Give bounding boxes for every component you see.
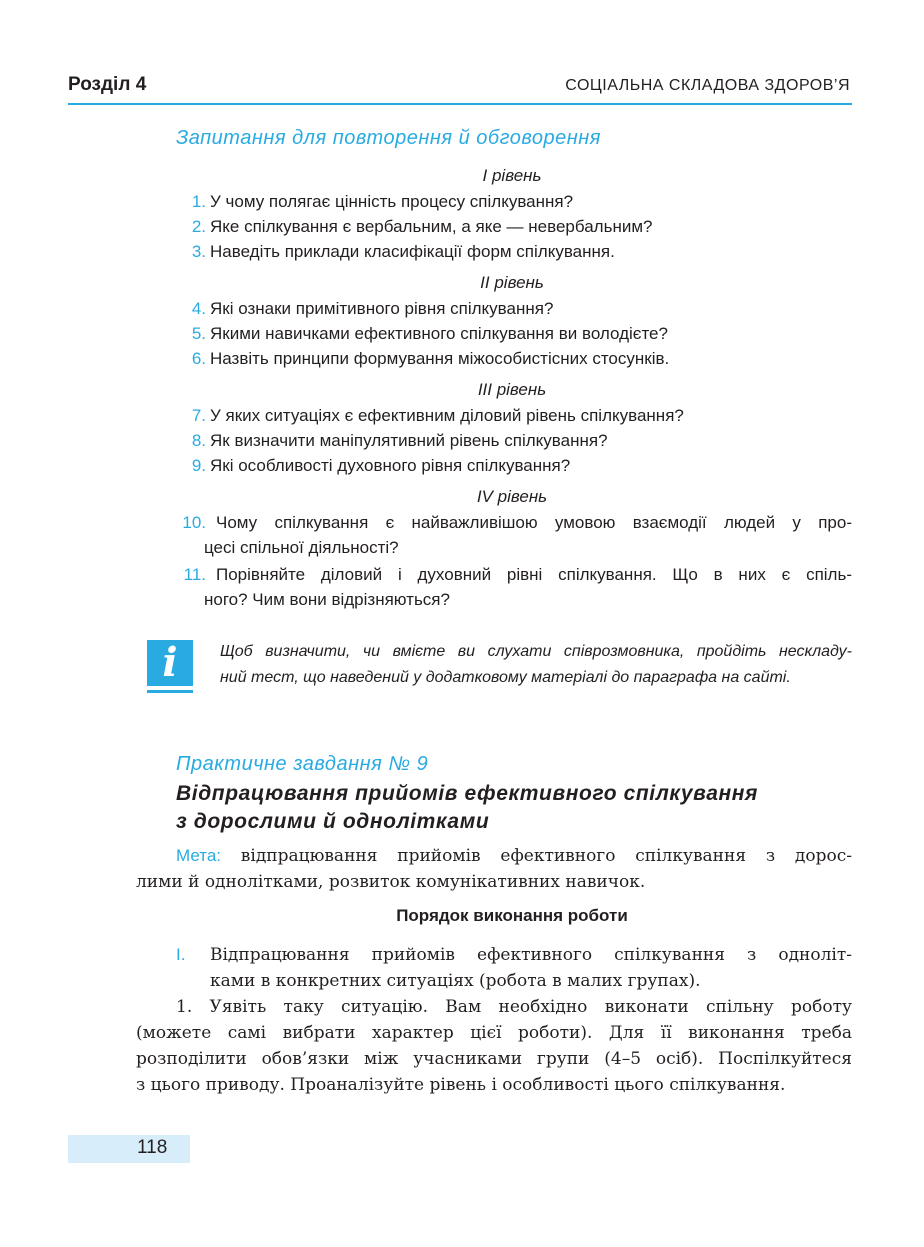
question-text: Як визначити маніпулятивний рівень спілкування?	[210, 431, 608, 450]
item-line: з цього приводу. Проаналізуйте рівень і особливості цього спілкування.	[136, 1075, 786, 1095]
page-number-box	[68, 1135, 190, 1163]
procedure-item	[136, 994, 852, 1098]
level-heading: ІІІ рівень	[477, 380, 547, 399]
question-item	[176, 239, 852, 264]
question-text: ного? Чим вони відрізняються?	[204, 590, 450, 609]
item-line: (можете самі вибрати характер цієї роботи). Для її виконання треба	[136, 1023, 852, 1043]
level-heading: IV рівень	[476, 487, 548, 506]
procedure-title: Порядок виконання роботи	[396, 906, 628, 925]
question-text: У яких ситуаціях є ефективним діловий рівень спілкування?	[210, 406, 684, 425]
level-heading: ІІ рівень	[480, 273, 544, 292]
question-item	[176, 214, 852, 239]
question-text: Які особливості духовного рівня спілкування?	[210, 456, 571, 475]
question-text: Чому спілкування є найважливішою умовою взаємодії людей у про-	[216, 513, 852, 532]
question-text: У чому полягає цінність процесу спілкування?	[210, 192, 574, 211]
question-item	[176, 346, 852, 371]
info-icon: i	[147, 640, 193, 686]
step-text: ками в конкретних ситуаціях (робота в малих групах).	[210, 971, 701, 991]
question-item	[176, 510, 852, 560]
step-text: Відпрацювання прийомів ефективного спілкування з одноліт-	[210, 945, 852, 965]
question-number: 4.	[191, 299, 206, 318]
goal-text: відпрацювання прийомів ефективного спілкування з дорос-	[221, 846, 852, 866]
procedure-step	[176, 942, 852, 994]
level-heading: І рівень	[482, 166, 542, 185]
item-line: 1. Уявіть таку ситуацію. Вам необхідно виконати спільну роботу	[176, 997, 852, 1017]
info-line: Щоб визначити, чи вмієте ви слухати співрозмовника, пройдіть нескладу-	[220, 643, 852, 660]
question-text: Порівняйте діловий і духовний рівні спілкування. Що в них є спіль-	[216, 565, 852, 584]
question-item	[176, 403, 852, 428]
question-number: 3.	[191, 242, 206, 261]
question-item	[176, 453, 852, 478]
question-item	[176, 296, 852, 321]
goal-text: лими й однолітками, розвиток комунікативних навичок.	[136, 872, 646, 892]
info-line: ний тест, що наведений у додатковому матеріалі до параграфа на сайті.	[220, 669, 791, 686]
question-number: 7.	[191, 406, 206, 425]
question-text: цесі спільної діяльності?	[204, 538, 399, 557]
info-icon-underline	[147, 690, 193, 693]
step-number: І.	[176, 945, 186, 964]
question-item	[176, 321, 852, 346]
question-number: 9.	[191, 456, 206, 475]
goal-label: Мета:	[176, 846, 222, 865]
question-item	[176, 189, 852, 214]
question-number: 10.	[182, 513, 206, 532]
chapter-title: СОЦІАЛЬНА СКЛАДОВА ЗДОРОВ’Я	[565, 77, 850, 94]
question-text: Назвіть принципи формування міжособистісних стосунків.	[210, 349, 670, 368]
question-number: 5.	[191, 324, 206, 343]
question-text: Яке спілкування є вербальним, а яке — невербальним?	[210, 217, 653, 236]
question-item	[176, 428, 852, 453]
review-title: Запитання для повторення й обговорення	[176, 127, 601, 149]
task-label: Практичне завдання № 9	[176, 753, 429, 775]
question-text: Якими навичками ефективного спілкування ви володієте?	[210, 324, 668, 343]
question-text: Наведіть приклади класифікації форм спілкування.	[210, 242, 615, 261]
info-note	[220, 639, 852, 691]
question-text: Які ознаки примітивного рівня спілкування?	[210, 299, 554, 318]
item-line: розподілити обов’язки між учасниками групи (4–5 осіб). Поспілкуйтеся	[136, 1049, 852, 1069]
question-number: 8.	[191, 431, 206, 450]
question-item	[176, 562, 852, 612]
question-number: 1.	[191, 192, 206, 211]
section-label: Розділ 4	[68, 74, 147, 95]
question-number: 6.	[191, 349, 206, 368]
header-divider	[68, 103, 852, 105]
task-title-line: з дорослими й однолітками	[176, 810, 490, 833]
question-number: 2.	[191, 217, 206, 236]
question-number: 11.	[183, 565, 206, 584]
task-title	[176, 780, 758, 836]
task-goal	[136, 843, 852, 895]
page-number: 118	[137, 1137, 168, 1158]
task-title-line: Відпрацювання прийомів ефективного спілкування	[176, 782, 759, 805]
